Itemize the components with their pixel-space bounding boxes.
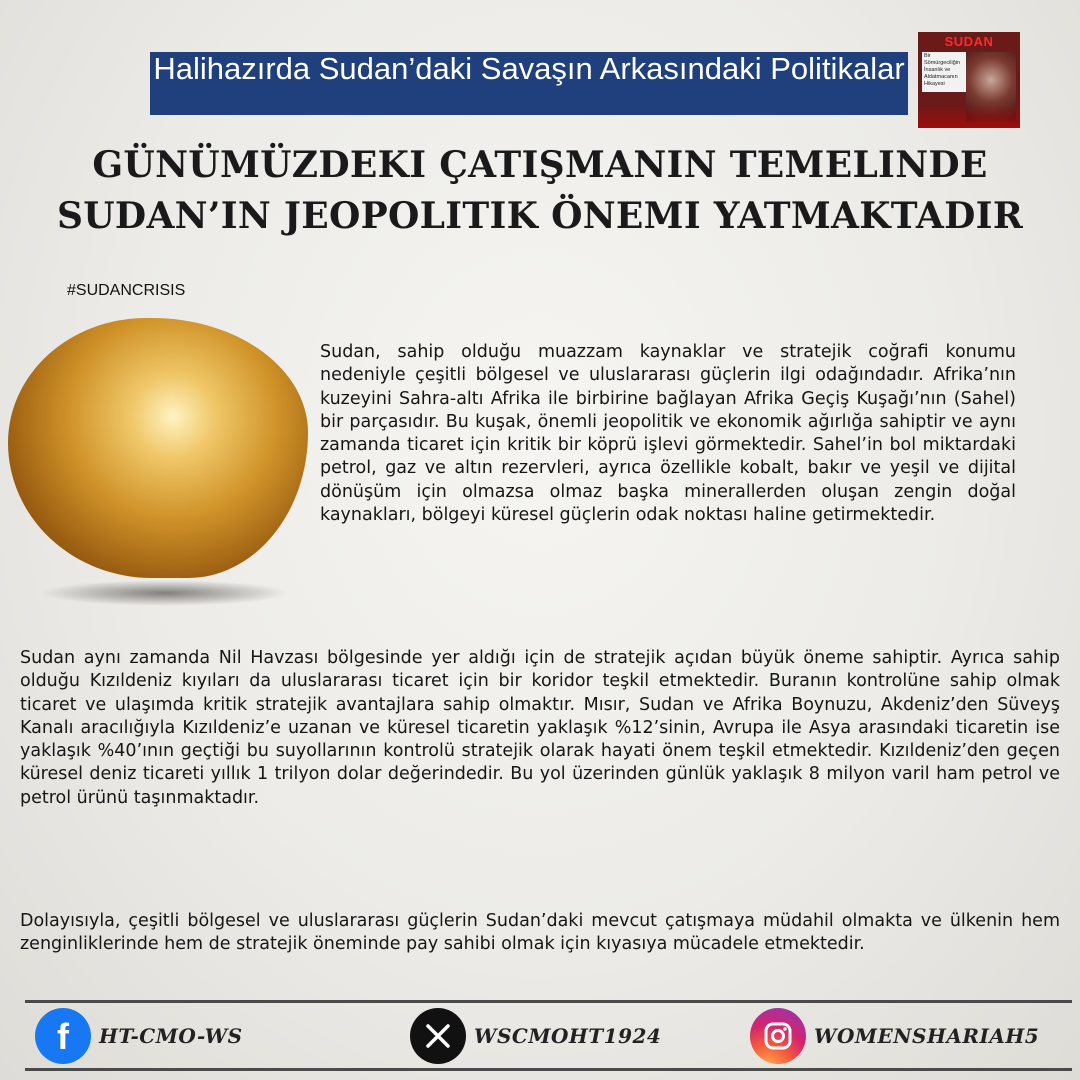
headline-line1: GÜNÜMÜZDEKI ÇATIŞMANIN TEMELINDE	[92, 144, 988, 186]
hashtag-label: #SUDANCRISIS	[67, 282, 186, 299]
x-icon	[410, 1008, 466, 1064]
badge-subtitle-line3: Aldatmacanın	[924, 74, 958, 80]
svg-text:f: f	[57, 1019, 69, 1053]
badge-subtitle-line2: İnsanlık ve	[924, 67, 951, 73]
facebook-link[interactable]	[35, 1005, 243, 1067]
paragraph-conclusion: Dolayısıyla, çeşitli bölgesel ve uluslararası güçlerin Sudan’daki mevcut çatışmaya müdahil olmakta ve ülkenin hem zenginliklerinde hem de stratejik öneminde pay sahibi olmak için kıyasıya mücadele etmektedir.	[20, 911, 1060, 955]
header-banner	[150, 52, 908, 115]
instagram-handle: WOMENSHARIAH5	[814, 1024, 1040, 1048]
x-handle: WSCMOHT1924	[474, 1024, 662, 1048]
headline-line2: SUDAN’IN JEOPOLITIK ÖNEMI YATMAKTADIR	[56, 195, 1024, 237]
instagram-link[interactable]	[750, 1005, 1039, 1067]
gold-nugget-image	[8, 318, 308, 578]
facebook-handle: HT-CMO-WS	[99, 1024, 243, 1048]
instagram-icon	[750, 1008, 806, 1064]
paragraph-sahel: Sudan, sahip olduğu muazzam kaynaklar ve stratejik coğrafi konumu nedeniyle çeşitli bölgesel ve uluslararası güçlerin ilgi odağındadır. Afrika’nın kuzeyini Sahra-altı Afrika ile birbirine bağlayan Afrika Geçiş Kuşağı’nın (Sahel) bir parçasıdır. Bu kuşak, önemli jeopolitik ve ekonomik ağırlığa sahiptir ve aynı zamanda ticaret için kritik bir köprü işlevi görmektedir. Sahel’in bol miktardaki petrol, gaz ve altın rezervleri, ayrıca özellikle kobalt, bakır ve yeşil ve dijital dönüşüm için olmazsa olmaz başka minerallerden oluşan zengin doğal kaynakları, bölgeyi küresel güçlerin odak noktası haline getirmektedir.	[320, 342, 1016, 526]
badge-subtitle-line4: Hikayesi	[924, 81, 945, 87]
badge-blood-drip	[918, 104, 1020, 128]
footer-divider-bottom	[25, 1068, 1072, 1071]
x-link[interactable]	[410, 1005, 661, 1067]
gold-nugget-shadow	[40, 580, 290, 606]
sudan-war-badge[interactable]	[918, 32, 1020, 128]
facebook-icon	[35, 1008, 91, 1064]
paragraph-red-sea: Sudan aynı zamanda Nil Havzası bölgesinde yer aldığı için de stratejik açıdan büyük öneme sahiptir. Ayrıca sahip olduğu Kızıldeniz kıyıları da uluslararası ticaret için bir koridor teşkil etmektedir. Buranın kontrolüne sahip olmak ticaret ve ulaşımda kritik stratejik avantajlara sahip olmaktır. Mısır, Sudan ve Afrika Boynuzu, Akdeniz’den Süveyş Kanalı aracılığıyla Kızıldeniz’e uzanan ve küresel ticaretin yaklaşık %12’sinin, Avrupa ile Asya arasındaki ticaretin ise yaklaşık %40’ının geçtiği bu suyollarının kontrolü stratejik olarak hayati önem teşkil etmektedir. Kızıldeniz’den geçen küresel deniz ticareti yıllık 1 trilyon dolar değerindedir. Bu yol üzerinden günlük yaklaşık 8 milyon varil ham petrol ve petrol ürünü taşınmaktadır.	[20, 648, 1060, 808]
badge-title: SUDAN	[944, 34, 994, 49]
banner-text: Halihazırda Sudan’daki Savaşın Arkasındaki Politikalar	[153, 52, 905, 86]
footer-divider-top	[25, 1000, 1072, 1003]
badge-subtitle-line1: Bir Sömürgeciliğin	[924, 53, 961, 66]
badge-subtitle	[922, 52, 966, 92]
page-headline	[20, 140, 1060, 242]
